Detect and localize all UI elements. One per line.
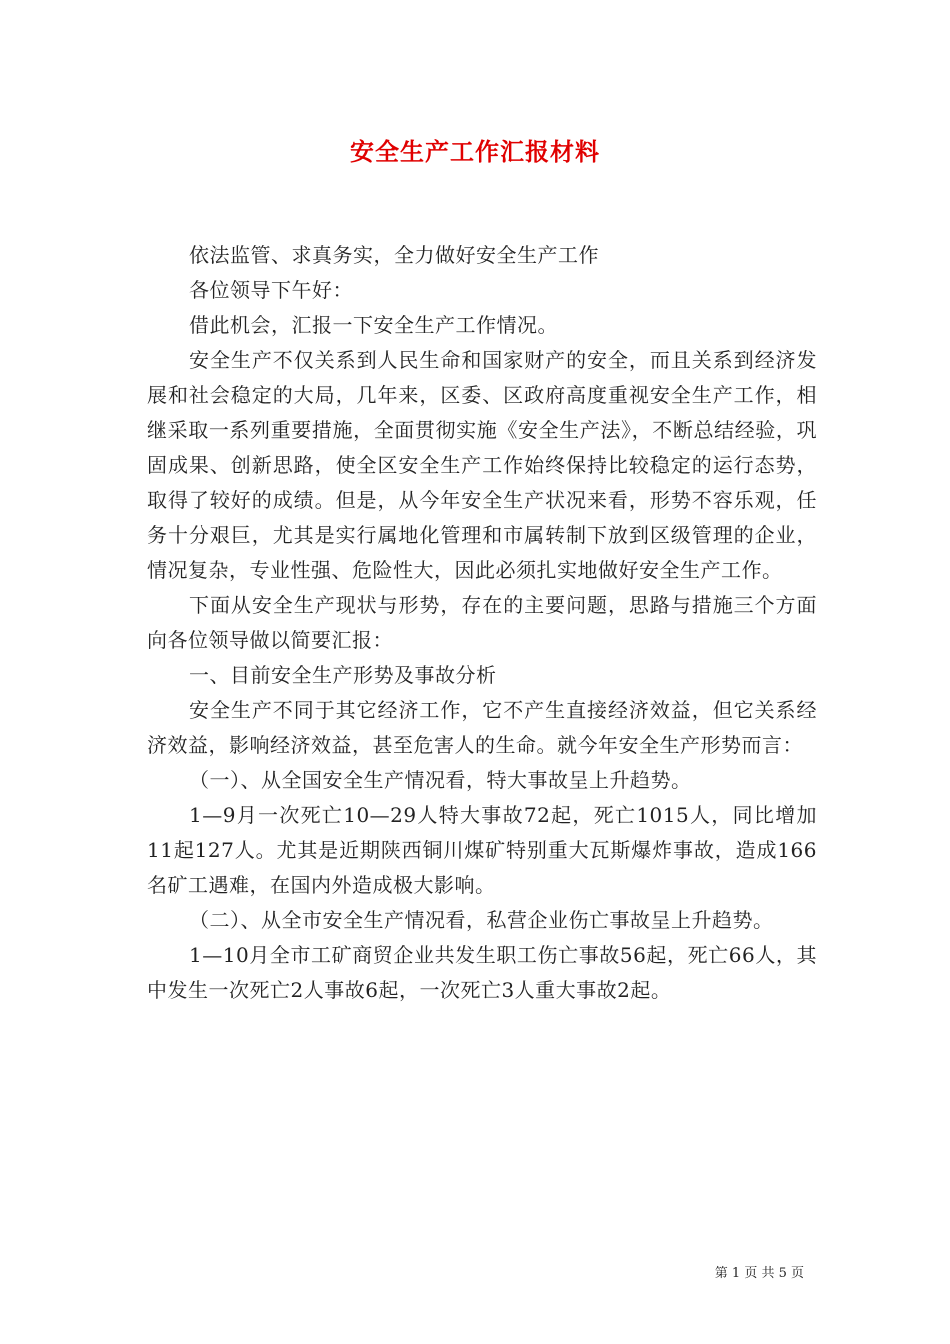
subsection-heading-1: （一）、从全国安全生产情况看，特大事故呈上升趋势。 [189, 768, 692, 792]
paragraph-subtitle: 依法监管、求真务实，全力做好安全生产工作 [189, 243, 599, 267]
page-number-footer: 第 1 页 共 5 页 [714, 1266, 804, 1281]
paragraph-city-stats: 1—10月全市工矿商贸企业共发生职工伤亡事故56起，死亡66人，其中发生一次死亡2人事故6起，一次死亡3人重大事故2起。 [147, 943, 817, 1002]
paragraph-intro: 借此机会，汇报一下安全生产工作情况。 [189, 313, 558, 337]
paragraph-background: 安全生产不仅关系到人民生命和国家财产的安全，而且关系到经济发展和社会稳定的大局，几年来，区委、区政府高度重视安全生产工作，相继采取一系列重要措施，全面贯彻实施《安全生产法》，不断总结经验，巩固成果、创新思路，使全区安全生产工作始终保持比较稳定的运行态势，取得了较好的成绩。但是，从今年安全生产状况来看，形势不容乐观，任务十分艰巨，尤其是实行属地化管理和市属转制下放到区级管理的企业，情况复杂，专业性强、危险性大，因此必须扎实地做好安全生产工作。 [147, 348, 817, 582]
document-body [147, 238, 817, 1008]
paragraph-national-stats: 1—9月一次死亡10—29人特大事故72起，死亡1015人，同比增加11起127人。尤其是近期陕西铜川煤矿特别重大瓦斯爆炸事故，造成166名矿工遇难，在国内外造成极大影响。 [147, 803, 817, 897]
paragraph-greeting: 各位领导下午好： [189, 278, 353, 302]
document-title: 安全生产工作汇报材料 [350, 137, 600, 166]
paragraph-section-1-intro: 安全生产不同于其它经济工作，它不产生直接经济效益，但它关系经济效益，影响经济效益，甚至危害人的生命。就今年安全生产形势而言： [147, 698, 817, 757]
section-heading-1: 一、目前安全生产形势及事故分析 [189, 663, 497, 687]
paragraph-outline: 下面从安全生产现状与形势，存在的主要问题，思路与措施三个方面向各位领导做以简要汇报： [147, 593, 817, 652]
subsection-heading-2: （二）、从全市安全生产情况看，私营企业伤亡事故呈上升趋势。 [189, 908, 774, 932]
